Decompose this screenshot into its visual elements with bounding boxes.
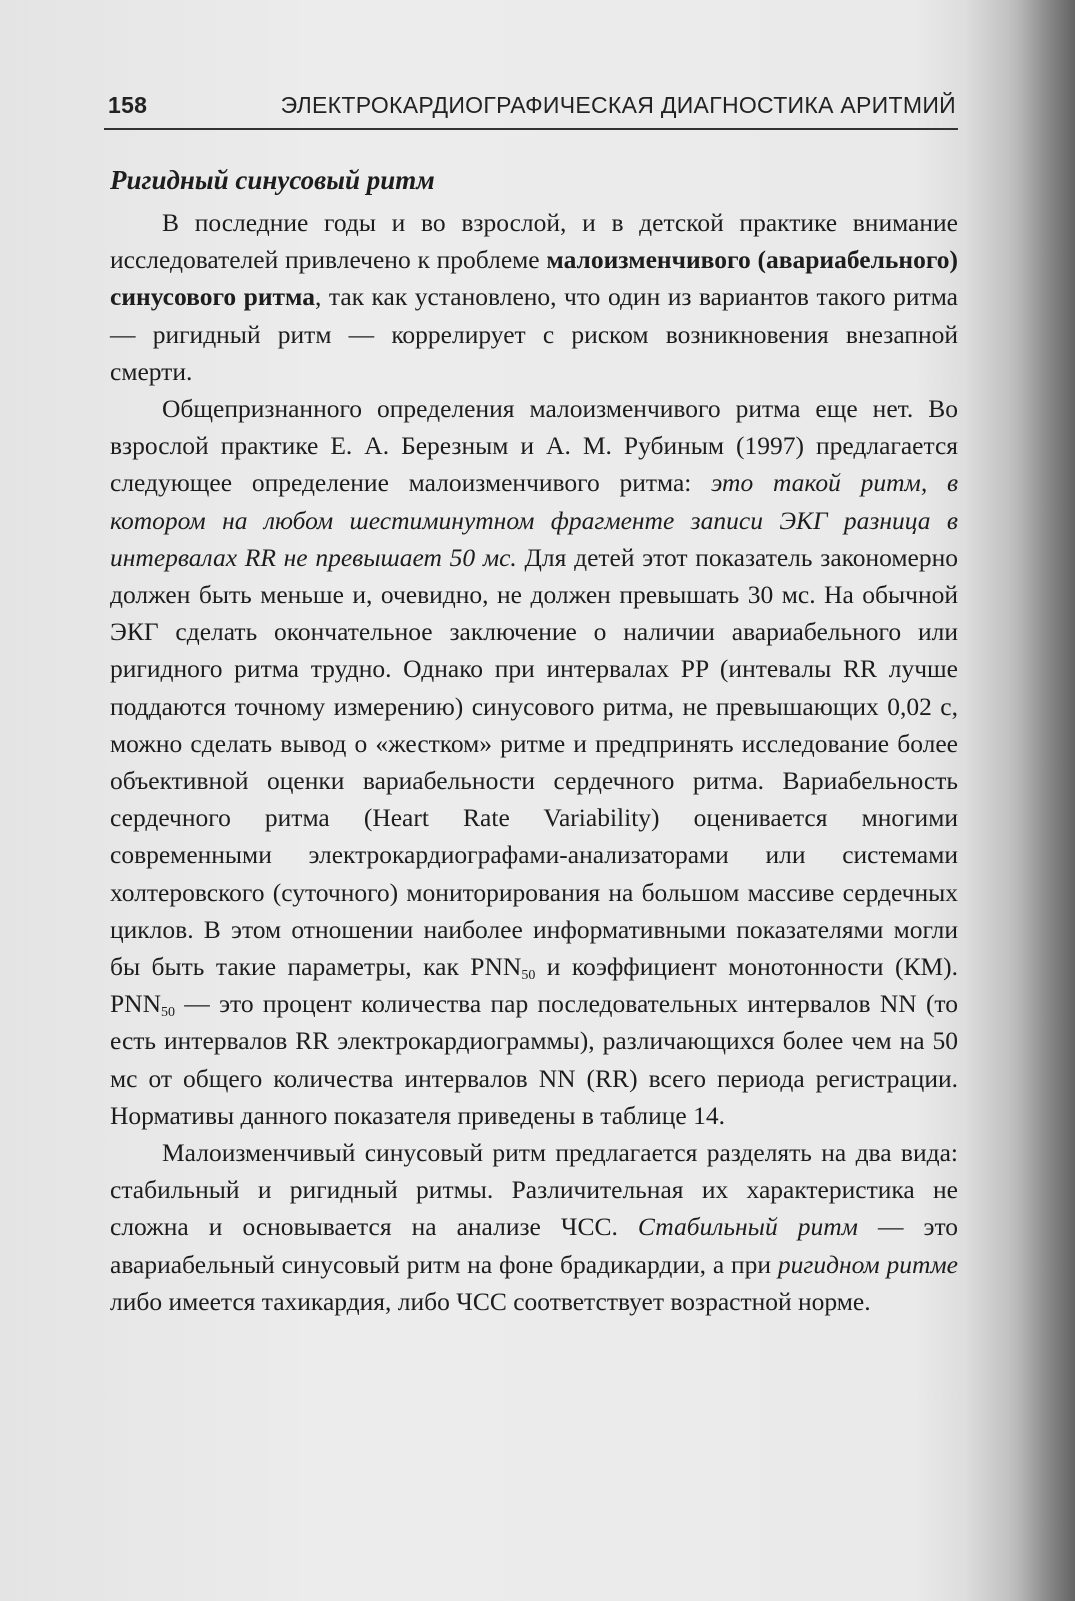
section-title: Ригидный синусовый ритм (110, 165, 435, 195)
p2-text-c: и коэффициент монотонности (КМ). (535, 952, 958, 982)
p2-italic-definition: это такой ритм, в котором на любом шестиминутном фрагменте записи ЭКГ разница в интервалах RR не превышает 50 мс. (110, 468, 959, 572)
p3-text-a: Малоизменчивый синусовый ритм предлагается разделять на два вида: стабильный и ригидный ритмы. Различительная их характеристика не сложна и основывается на анализе ЧСС. (110, 1138, 958, 1242)
paragraph-1 (110, 204, 958, 390)
p3-italic-stable: Стабильный ритм (637, 1212, 858, 1242)
running-header (108, 92, 956, 119)
p1-text-a: В последние годы и во взрослой, и в детской практике внимание исследователей привлечено к проблеме (110, 208, 958, 275)
paragraph-3 (110, 1134, 958, 1320)
page-content (110, 160, 958, 1320)
p3-text-b: — это авариабельный синусовый ритм на фоне брадикардии, а при (110, 1212, 958, 1279)
p3-italic-rigid: ригидном ритме (777, 1249, 959, 1279)
running-title: ЭЛЕКТРОКАРДИОГРАФИЧЕСКАЯ ДИАГНОСТИКА АРИТМИЙ (280, 92, 956, 118)
p2-text-a: Общепризнанного определения малоизменчивого ритма еще нет. Во взрослой практике Е. А. Березным и А. М. Рубиным (1997) предлагается следующее определение малоизменчивого ритма: (110, 394, 958, 498)
paragraph-2 (110, 390, 958, 1134)
gutter-shadow (965, 0, 1075, 1601)
pnn50-term-1: $PNN_{50}$ (470, 952, 536, 984)
p1-text-b: , так как установлено, что один из вариантов такого ритма — ригидный ритм — коррелирует с риском возникновения внезапной смерти. (110, 282, 958, 386)
page-number: 158 (108, 92, 148, 118)
header-rule (104, 128, 958, 130)
p2-text-d: — это процент количества пар последовательных интервалов NN (то есть интервалов RR электрокардиограммы), различающихся более чем на 50 мс от общего количества интервалов NN (RR) всего периода регистрации. Нормативы данного показателя приведены в таблице 14. (110, 989, 958, 1130)
p2-text-b: Для детей этот показатель закономерно должен быть меньше и, очевидно, не должен превышать 30 мс. На обычной ЭКГ сделать окончательное заключение о наличии авариабельного или ригидного ритма трудно. Однако при интервалах PP (интевалы RR лучше поддаются точному измерению) синусового ритма, не превышающих 0,02 с, можно сделать вывод о «жестком» ритме и предпринять исследование более объективной оценки вариабельности сердечного ритма. Вариабельность сердечного ритма (Heart Rate Variability) оценивается многими современными электрокардиографами-анализаторами или системами холтеровского (суточного) мониторирования на большом массиве сердечных циклов. В этом отношении наиболее информативными показателями могли бы быть такие параметры, как (110, 542, 958, 982)
p1-bold-term: малоизменчивого (авариабельного) синусового ритма (110, 245, 958, 312)
pnn50-term-2: $PNN_{50}$ (110, 989, 176, 1021)
p3-text-c: либо имеется тахикардия, либо ЧСС соответствует возрастной норме. (110, 1286, 871, 1316)
